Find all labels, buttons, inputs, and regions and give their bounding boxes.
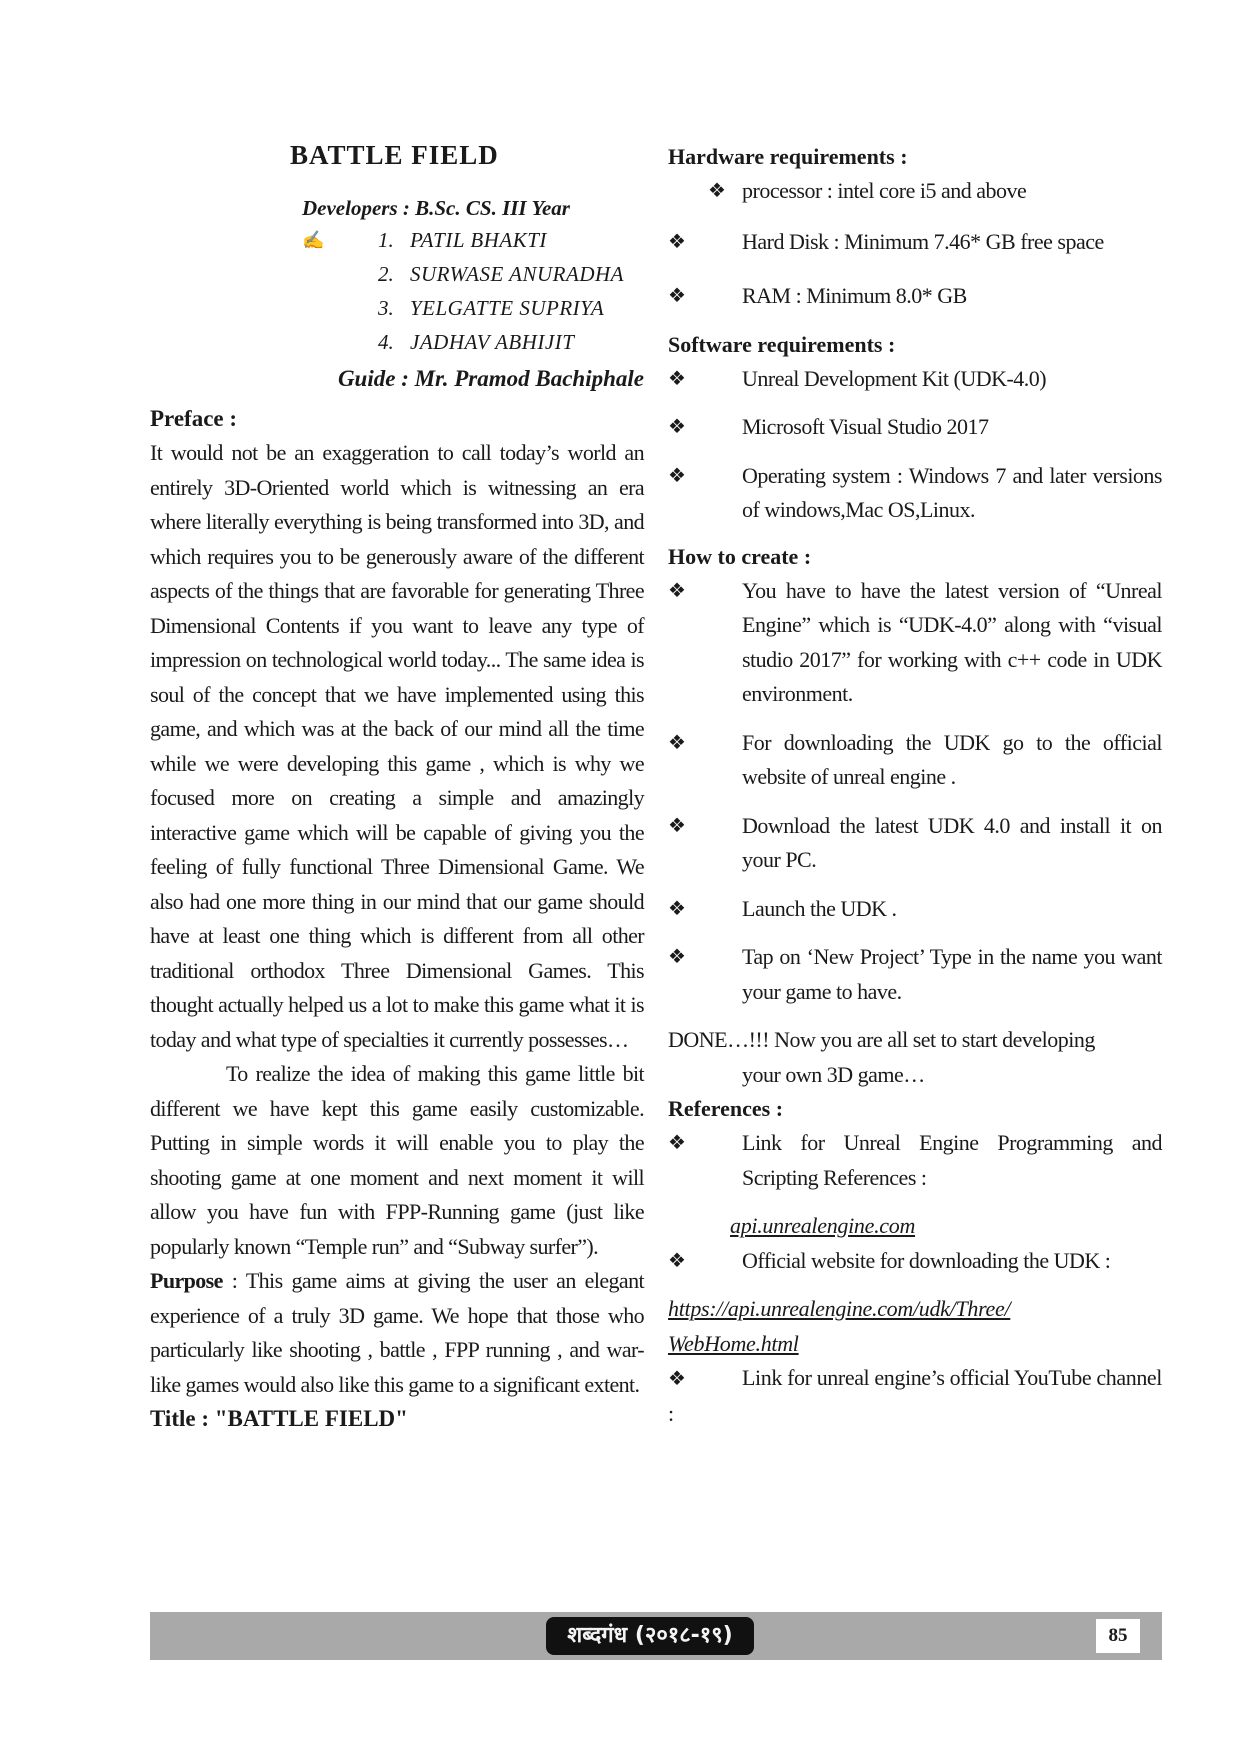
youtube-reference — [668, 1361, 1162, 1431]
list-item — [668, 174, 1162, 209]
diamond-bullet-icon: ❖ — [668, 1132, 686, 1154]
developer-row — [150, 262, 644, 296]
list-item-text: Official website for downloading the UDK : — [742, 1247, 1111, 1273]
developer-number: 3. — [378, 296, 394, 320]
udk-download-link-continued[interactable]: WebHome.html — [668, 1330, 799, 1356]
list-item — [668, 892, 1162, 927]
diamond-bullet-icon: ❖ — [668, 579, 686, 602]
diamond-bullet-icon: ❖ — [668, 1368, 686, 1390]
preface-paragraph-2: To realize the idea of making this game little bit different we have kept this game easily customizable. Putting in simple words it will enable you to play the shooting game at one moment and next moment it will allow you have fun with FPP-Running game (just like popularly known “Temple run” and “Subway surfer”). — [150, 1061, 644, 1259]
developer-name: SURWASE ANURADHA — [410, 262, 624, 286]
page-number: 85 — [1096, 1619, 1140, 1653]
list-item-text: Unreal Development Kit (UDK-4.0) — [742, 365, 1047, 391]
list-item — [668, 1244, 1162, 1279]
left-column — [150, 140, 644, 1436]
diamond-bullet-icon: ❖ — [668, 946, 686, 968]
article-title: BATTLE FIELD — [290, 140, 499, 170]
list-item — [668, 574, 1162, 712]
hardware-heading: Hardware requirements : — [668, 144, 908, 169]
developer-name: PATIL BHAKTI — [410, 228, 547, 252]
list-item-text: Tap on ‘New Project’ Type in the name you want your game to have. — [742, 944, 1162, 1004]
developers-heading: Developers : B.Sc. CS. III Year — [302, 196, 570, 220]
done-text — [668, 1023, 1162, 1092]
diamond-bullet-icon: ❖ — [708, 180, 726, 202]
list-item — [668, 225, 1162, 260]
diamond-bullet-icon: ❖ — [668, 416, 686, 438]
youtube-reference-text: Link for unreal engine’s official YouTube channel : — [668, 1365, 1162, 1426]
title-line: Title : "BATTLE FIELD" — [150, 1406, 408, 1431]
list-item — [668, 726, 1162, 795]
list-item — [668, 940, 1162, 1009]
references-heading: References : — [668, 1096, 784, 1121]
list-item-text: Link for Unreal Engine Programming and Scripting References : — [742, 1130, 1162, 1190]
list-item-text: You have to have the latest version of “Unreal Engine” which is “UDK-4.0” along with “visual studio 2017” for working with c++ code in UDK environment. — [742, 577, 1162, 706]
list-item — [668, 279, 1162, 314]
developer-name: YELGATTE SUPRIYA — [410, 296, 605, 320]
list-item-text: Hard Disk : Minimum 7.46* GB free space — [742, 228, 1104, 254]
done-line-1: DONE…!!! Now you are all set to start developing — [668, 1027, 1095, 1052]
diamond-bullet-icon: ❖ — [668, 230, 686, 253]
developer-number: 2. — [378, 262, 394, 286]
purpose-paragraph — [150, 1264, 644, 1402]
diamond-bullet-icon: ❖ — [668, 1249, 686, 1272]
footer-bar — [150, 1612, 1162, 1660]
developer-row — [150, 296, 644, 330]
purpose-text: : This game aims at giving the user an elegant experience of a truly 3D game. We hope that those who particularly like shooting , battle , FPP running , and war-like games would also like this game to a significant extent. — [150, 1268, 644, 1397]
api-reference-link[interactable]: api.unrealengine.com — [730, 1213, 916, 1238]
list-item — [668, 459, 1162, 528]
developer-number: 4. — [378, 330, 394, 354]
developer-number: 1. — [378, 228, 394, 252]
diamond-bullet-icon: ❖ — [668, 814, 686, 837]
list-item-text: Microsoft Visual Studio 2017 — [742, 414, 989, 439]
developer-row — [150, 228, 644, 262]
done-line-2: your own 3D game… — [742, 1061, 925, 1087]
udk-link-block[interactable] — [668, 1292, 1162, 1361]
udk-download-link[interactable]: https://api.unrealengine.com/udk/Three/ — [668, 1296, 1011, 1321]
software-heading: Software requirements : — [668, 331, 896, 357]
list-item — [668, 809, 1162, 878]
list-item — [668, 410, 1162, 445]
list-item — [668, 1126, 1162, 1195]
preface-paragraph: It would not be an exaggeration to call today’s world an entirely 3D-Oriented world which is witnessing an era where literally everything is being transformed into 3D, and which requires you to be generously aware of the different aspects of the things that are favorable for generating Three Dimensional Contents if you want to leave any type of impression on technological world today... The same idea is soul of the concept that we have implemented using this game, and which was at the back of our mind all the time while we were developing this game , which is why we focused more on creating a simple and amazingly interactive game which will be capable of giving you the feeling of fully functional Three Dimensional Game. We also had one more thing in our mind that our game should have at least one thing which is different from all other traditional orthodox Three Dimensional Games. This thought actually helped us a lot to make this game what it is today and what type of specialties it currently possesses… — [150, 440, 644, 1052]
diamond-bullet-icon: ❖ — [668, 731, 686, 754]
list-item-text: Download the latest UDK 4.0 and install it on your PC. — [742, 812, 1162, 872]
developer-row — [150, 330, 644, 364]
pen-icon: ✍ — [302, 230, 325, 250]
preface-heading: Preface : — [150, 406, 238, 431]
diamond-bullet-icon: ❖ — [668, 367, 686, 390]
developer-name: JADHAV ABHIJIT — [410, 330, 575, 354]
list-item-text: Operating system : Windows 7 and later versions of windows,Mac OS,Linux. — [742, 462, 1162, 522]
diamond-bullet-icon: ❖ — [668, 464, 686, 487]
purpose-label: Purpose — [150, 1268, 223, 1293]
list-item-text: processor : intel core i5 and above — [742, 178, 1027, 203]
how-to-create-heading: How to create : — [668, 543, 812, 569]
journal-name-badge: शब्दगंध (२०१८-१९) — [546, 1617, 754, 1655]
list-item — [668, 362, 1162, 397]
guide-line: Guide : Mr. Pramod Bachiphale — [337, 366, 644, 391]
list-item-text: RAM : Minimum 8.0* GB — [742, 283, 967, 308]
list-item-text: Launch the UDK . — [742, 895, 897, 921]
right-column — [668, 140, 1162, 1431]
diamond-bullet-icon: ❖ — [668, 897, 686, 920]
list-item-text: For downloading the UDK go to the official website of unreal engine . — [742, 729, 1162, 789]
diamond-bullet-icon: ❖ — [668, 285, 686, 307]
